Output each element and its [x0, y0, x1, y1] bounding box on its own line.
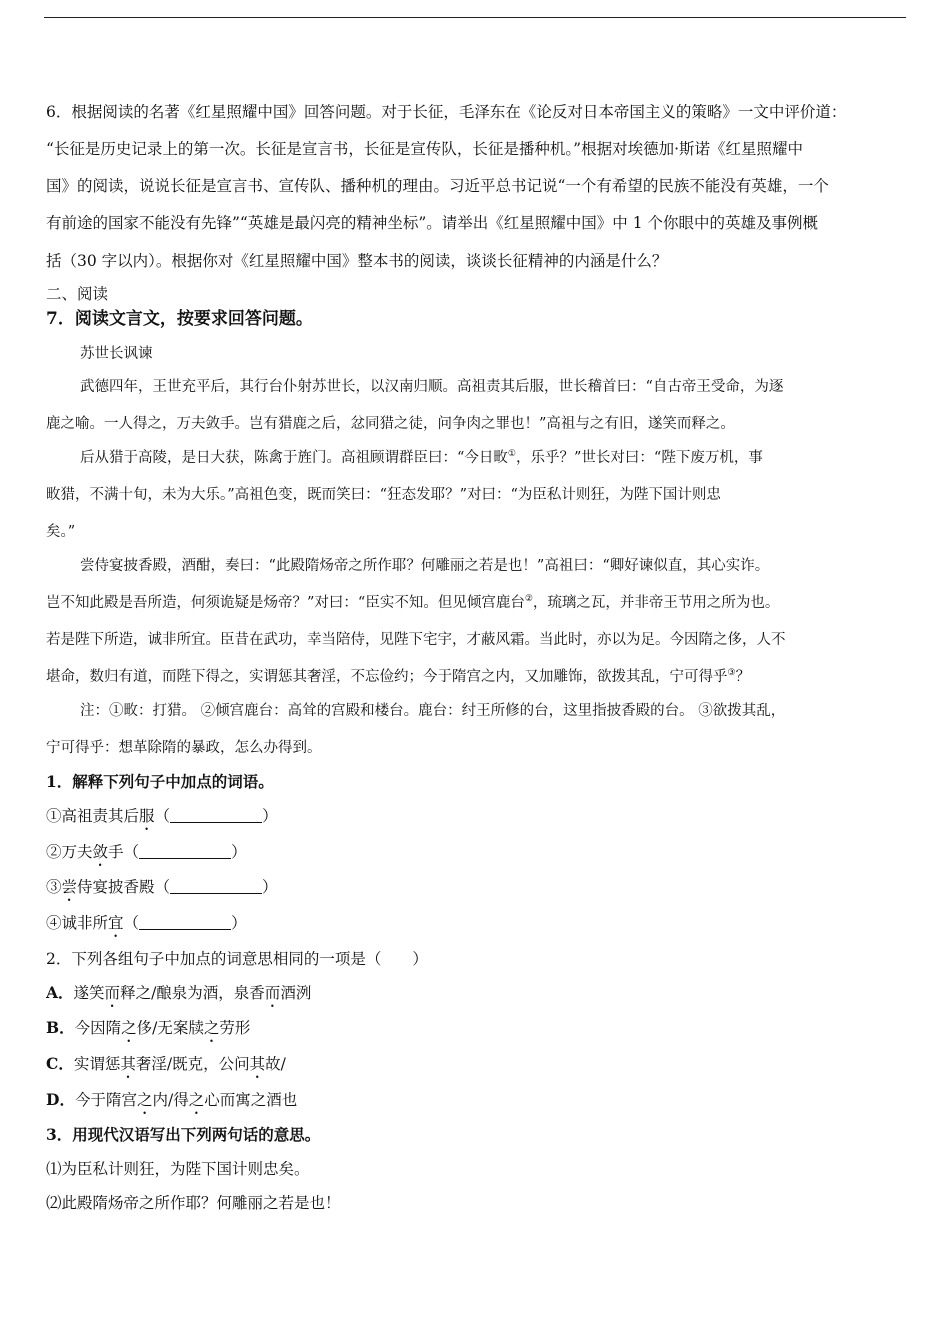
option-label: C． [46, 1054, 74, 1073]
dotted-word: 其 [120, 1055, 136, 1073]
text-span: ，琉璃之瓦，并非帝王节用之所为也。 [532, 595, 780, 611]
answer-blank[interactable] [170, 808, 262, 823]
text-span: 侈/无案牍 [136, 1019, 204, 1037]
q7-heading: 7．阅读文言文，按要求回答问题。 [46, 309, 313, 329]
text-span: ？ [735, 669, 751, 685]
item-number: ① [46, 807, 62, 825]
subq1-item-2 [46, 843, 906, 870]
footnote-marker-1: ① [507, 449, 516, 459]
text-span: ，乐乎？”世长对曰：“陛下废万机，事 [516, 450, 763, 466]
subq1-item-4 [46, 914, 906, 941]
answer-blank[interactable] [139, 844, 231, 859]
subq3-heading: 3．用现代汉语写出下列两句话的意思。 [46, 1125, 321, 1144]
passage-title: 苏世长讽谏 [80, 346, 153, 362]
text-span: 故/ [265, 1055, 286, 1073]
passage-p1-line-2: 鹿之喻。一人得之，万夫敛手。岂有猎鹿之后，忿同猎之徒，问争肉之罪也！”高祖与之有旧，遂笑而释之。 [46, 416, 735, 432]
q6-line-2: “长征是历史记录上的第一次。长征是宣言书，长征是宣传队，长征是播种机。”根据对埃德加·斯诺《红星照耀中 [46, 140, 804, 158]
text-span: 酒洌 [280, 984, 312, 1002]
dotted-word: 其 [249, 1055, 266, 1073]
option-label: B． [46, 1018, 75, 1037]
passage-p1-line-1: 武德四年，王世充平后，其行台仆射苏世长，以汉南归顺。高祖责其后服，世长稽首曰：“自古帝王受命，为逐 [80, 379, 784, 395]
dotted-word: 尝 [61, 878, 78, 896]
text-span: 万夫 [61, 843, 93, 861]
dotted-word: 之 [203, 1019, 220, 1037]
section-heading: 二、阅读 [46, 285, 109, 303]
q6-line-3: 国》的阅读，说说长征是宣言书、宣传队、播种机的理由。习近平总书记说“一个有希望的民族不能没有英雄，一个 [46, 177, 829, 195]
option-a[interactable] [46, 984, 906, 1011]
text-span: 内/得 [152, 1091, 189, 1109]
text-span: ） [262, 807, 278, 825]
text-span: （ [123, 914, 140, 932]
text-span: ） [231, 843, 247, 861]
text-span: 劳形 [219, 1019, 251, 1037]
subq1-heading: 1．解释下列句子中加点的词语。 [46, 772, 274, 791]
text-span: 诚非所 [61, 914, 109, 932]
item-number: ③ [46, 878, 62, 896]
passage-p3-line-3: 若是陛下所造，诚非所宜。臣昔在武功，幸当陪侍，见陛下宅宇，才蔽风霜。当此时，亦以为足。今因隋之侈，人不 [46, 632, 786, 648]
dotted-word: 之 [121, 1019, 137, 1037]
subq1-item-3 [46, 878, 906, 905]
q6-line-5: 括（30 字以内）。根据你对《红星照耀中国》整本书的阅读，谈谈长征精神的内涵是什么？ [46, 252, 668, 270]
text-span: 释之/酿泉为酒，泉香 [120, 984, 265, 1002]
answer-blank[interactable] [139, 915, 231, 930]
dotted-word: 宜 [108, 914, 124, 932]
option-c[interactable] [46, 1055, 906, 1082]
footnote-marker-2: ② [524, 594, 533, 604]
passage-p2-line-1 [80, 449, 940, 467]
text-span: 心而寓之酒也 [204, 1091, 298, 1109]
text-span: ） [231, 914, 247, 932]
passage-p3-line-2 [46, 594, 906, 612]
text-span: 实谓惩 [73, 1055, 121, 1073]
text-span: （ [154, 807, 171, 825]
q6-line-4: 有前途的国家不能没有先锋”“英雄是最闪亮的精神坐标”。请举出《红星照耀中国》中 1 个你眼中的英雄及事例概 [46, 214, 818, 232]
text-span: 手（ [108, 843, 140, 861]
option-b[interactable] [46, 1019, 906, 1046]
text-span: 今因隋 [74, 1019, 122, 1037]
answer-blank[interactable] [170, 879, 262, 894]
dotted-word: 之 [136, 1091, 153, 1109]
subq1-item-1 [46, 807, 906, 834]
text-span: 今于隋宫 [74, 1091, 137, 1109]
footnote-marker-3: ③ [727, 668, 736, 678]
notes-line-2: 宁可得乎：想革除隋的暴政，怎么办得到。 [46, 740, 322, 756]
option-d[interactable] [46, 1091, 906, 1118]
text-span: 后从猎于高陵，是日大获，陈禽于旌门。高祖顾谓群臣曰：“今日畋 [80, 450, 508, 466]
dotted-word: 而 [264, 984, 281, 1002]
dotted-word: 敛 [92, 843, 109, 861]
text-span: 岂不知此殿是吾所造，何须诡疑是炀帝？”对曰：“臣实不知。但见倾宫鹿台 [46, 595, 525, 611]
subq2-heading: 2．下列各组句子中加点的词意思相同的一项是（ ） [46, 950, 428, 968]
text-span: 堪命，数归有道，而陛下得之，实谓惩其奢淫，不忘俭约；今于隋宫之内，又加雕饰，欲拨其乱，宁可得乎 [46, 669, 728, 685]
subq3-item-2: ⑵此殿隋炀帝之所作耶？何雕丽之若是也！ [46, 1194, 341, 1212]
text-span: 奢淫/既克，公问 [135, 1055, 250, 1073]
passage-p3-line-4 [46, 668, 906, 686]
dotted-word: 而 [104, 984, 121, 1002]
notes-line-1: 注：①畋：打猎。 ②倾宫鹿台：高耸的宫殿和楼台。鹿台：纣王所修的台，这里指披香殿的台。 ③欲拨其乱， [80, 703, 786, 719]
passage-p2-line-2: 畋猎，不满十旬，未为大乐。”高祖色变，既而笑曰：“狂态发耶？”对曰：“为臣私计则狂，为陛下国计则忠 [46, 487, 721, 503]
passage-p3-line-1: 尝侍宴披香殿，酒酣，奏曰：“此殿隋炀帝之所作耶？何雕丽之若是也！”高祖曰：“卿好谏似直，其心实诈。 [80, 558, 770, 574]
subq3-item-1: ⑴为臣私计则狂，为陛下国计则忠矣。 [46, 1160, 310, 1178]
text-span: 侍宴披香殿（ [77, 878, 171, 896]
item-number: ④ [46, 914, 62, 932]
option-label: D． [46, 1090, 75, 1109]
item-number: ② [46, 843, 62, 861]
text-span: 遂笑 [73, 984, 105, 1002]
text-span: ） [262, 878, 278, 896]
q6-line-1: 6．根据阅读的名著《红星照耀中国》回答问题。对于长征，毛泽东在《论反对日本帝国主义的策略》一文中评价道： [46, 103, 847, 121]
passage-p2-line-3: 矣。” [46, 524, 76, 540]
dotted-word: 之 [188, 1091, 205, 1109]
dotted-word: 服 [139, 807, 155, 825]
text-span: 高祖责其后 [61, 807, 140, 825]
header-rule [44, 17, 906, 18]
option-label: A． [46, 983, 74, 1002]
